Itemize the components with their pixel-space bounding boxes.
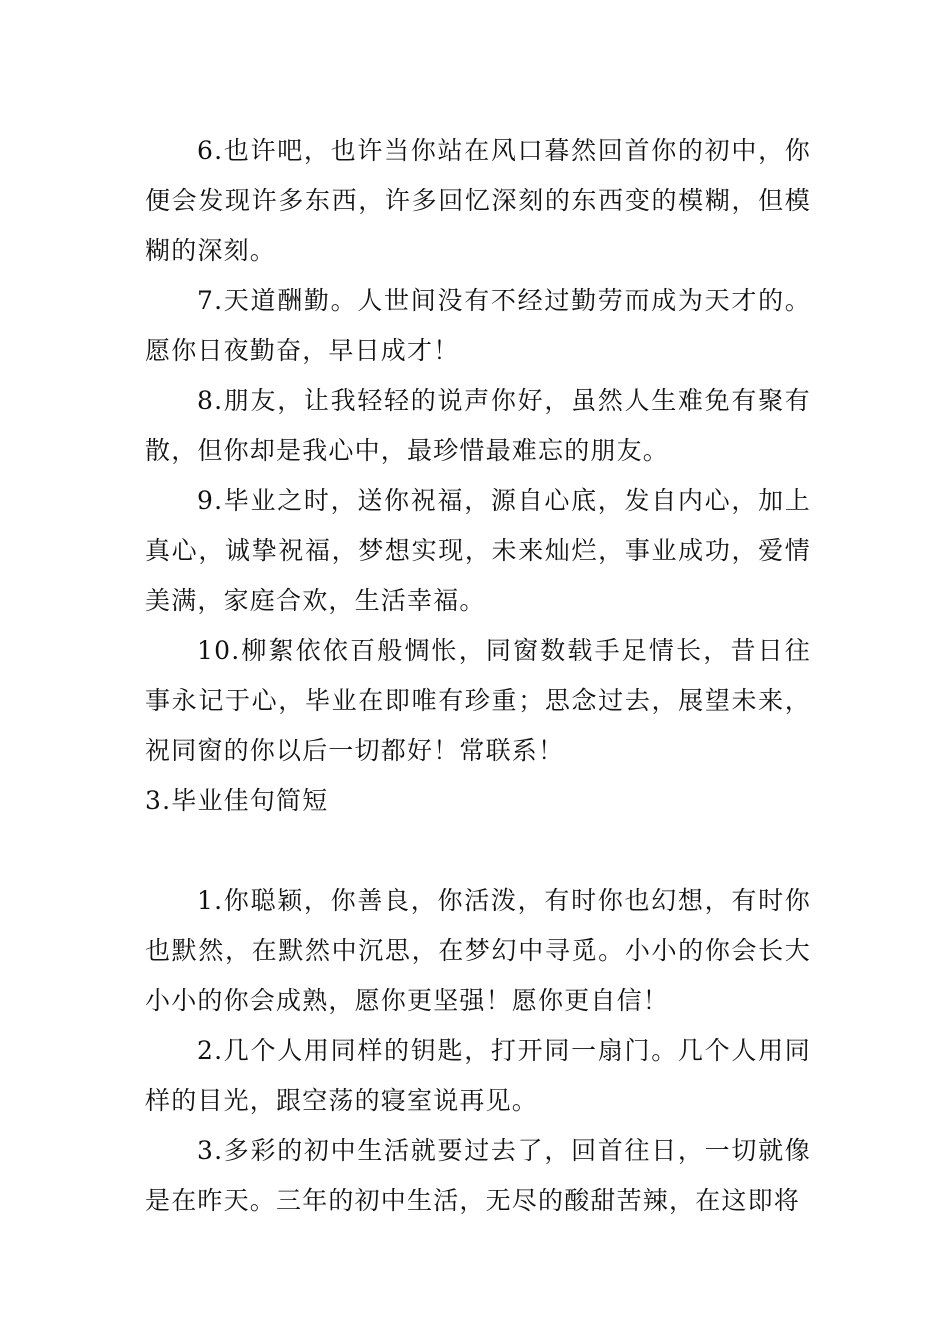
list-item: 7.天道酬勤。人世间没有不经过勤劳而成为天才的。愿你日夜勤奋，早日成才！ [145,286,811,365]
list-item: 8.朋友，让我轻轻的说声你好，虽然人生难免有聚有散，但你却是我心中，最珍惜最难忘的朋友。 [145,386,811,465]
document-body [145,126,811,1226]
list-item: 10.柳絮依依百般惆怅，同窗数载手足情长，昔日往事永记于心，毕业在即唯有珍重；思念过去，展望未来，祝同窗的你以后一切都好！常联系！ [145,636,811,765]
section-heading: 3.毕业佳句简短 [145,786,329,815]
blank-line [145,826,811,876]
list-item: 1.你聪颖，你善良，你活泼，有时你也幻想，有时你也默然，在默然中沉思，在梦幻中寻觅。小小的你会长大小小的你会成熟，愿你更坚强！愿你更自信！ [145,886,811,1015]
list-item: 3.多彩的初中生活就要过去了，回首往日，一切就像是在昨天。三年的初中生活，无尽的酸甜苦辣，在这即将 [145,1136,811,1215]
list-item: 6.也许吧，也许当你站在风口暮然回首你的初中，你便会发现许多东西，许多回忆深刻的东西变的模糊，但模糊的深刻。 [145,136,811,265]
list-item: 2.几个人用同样的钥匙，打开同一扇门。几个人用同样的目光，跟空荡的寝室说再见。 [145,1036,811,1115]
list-item: 9.毕业之时，送你祝福，源自心底，发自内心，加上真心，诚挚祝福，梦想实现，未来灿烂，事业成功，爱情美满，家庭合欢，生活幸福。 [145,486,811,615]
